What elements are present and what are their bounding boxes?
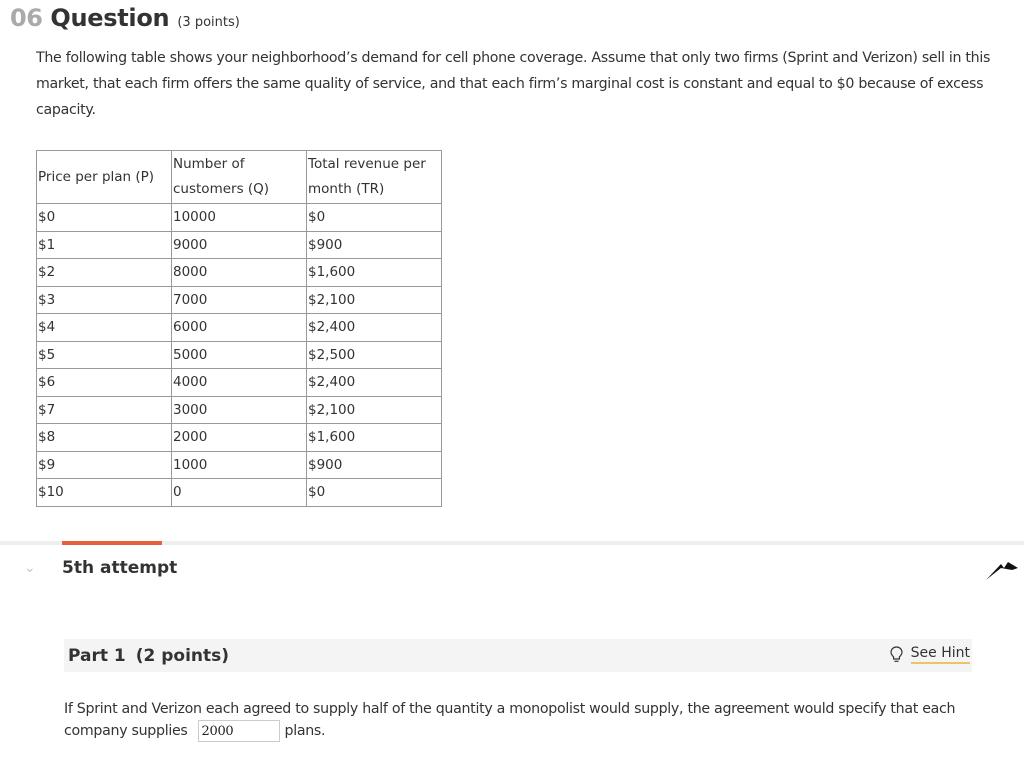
table-header-row — [37, 151, 442, 204]
cell-quantity: 6000 — [172, 314, 307, 342]
cell-revenue: $2,100 — [307, 396, 442, 424]
attempt-label[interactable]: 5th attempt — [62, 558, 178, 578]
answer-input[interactable]: 2000 — [198, 720, 280, 742]
table-row — [37, 479, 442, 507]
part-label: Part 1 — [68, 646, 126, 666]
cell-revenue: $1,600 — [307, 424, 442, 452]
see-hint-link[interactable] — [890, 645, 970, 664]
cell-revenue: $2,500 — [307, 341, 442, 369]
header-quantity: Number of customers (Q) — [172, 151, 307, 204]
collapse-arrow-icon[interactable] — [984, 558, 1020, 584]
header-revenue: Total revenue per month (TR) — [307, 151, 442, 204]
question-points: (3 points) — [177, 15, 240, 30]
question-prompt: The following table shows your neighborhood’s demand for cell phone coverage. Assume that only two firms (Sprint and Verizon) sell in this market, that each firm offers the same quality of service, and that each firm’s marginal cost is constant and equal to $0 because of excess capacity. — [36, 50, 991, 118]
cell-revenue: $900 — [307, 451, 442, 479]
answer-text-before: If Sprint and Verizon each agreed to supply half of the quantity a monopolist would supply, the agreement would specify that each company supplies — [64, 701, 956, 739]
cell-quantity: 3000 — [172, 396, 307, 424]
cell-price: $10 — [37, 479, 172, 507]
question-number: 06 — [10, 4, 43, 32]
answer-text-after: plans. — [284, 723, 326, 739]
cell-quantity: 0 — [172, 479, 307, 507]
question-header — [10, 4, 240, 32]
table-row — [37, 286, 442, 314]
cell-revenue: $2,100 — [307, 286, 442, 314]
part-points: (2 points) — [135, 646, 230, 666]
cell-price: $1 — [37, 231, 172, 259]
lightbulb-icon — [890, 646, 903, 663]
active-attempt-indicator — [62, 541, 162, 545]
cell-quantity: 2000 — [172, 424, 307, 452]
cell-price: $4 — [37, 314, 172, 342]
cell-quantity: 1000 — [172, 451, 307, 479]
cell-revenue: $2,400 — [307, 314, 442, 342]
cell-quantity: 9000 — [172, 231, 307, 259]
cell-price: $6 — [37, 369, 172, 397]
table-row — [37, 369, 442, 397]
table-body — [37, 204, 442, 507]
part-header — [64, 639, 972, 672]
cell-revenue: $0 — [307, 479, 442, 507]
demand-table — [36, 150, 442, 507]
cell-revenue: $900 — [307, 231, 442, 259]
table-row — [37, 424, 442, 452]
cell-quantity: 10000 — [172, 204, 307, 232]
cell-price: $2 — [37, 259, 172, 287]
question-title: Question — [50, 4, 170, 32]
table-row — [37, 231, 442, 259]
table-row — [37, 314, 442, 342]
answer-sentence — [64, 698, 964, 742]
part-title — [68, 646, 229, 666]
cell-price: $5 — [37, 341, 172, 369]
table-row — [37, 204, 442, 232]
cell-price: $3 — [37, 286, 172, 314]
cell-revenue: $0 — [307, 204, 442, 232]
table-row — [37, 451, 442, 479]
cell-price: $8 — [37, 424, 172, 452]
cell-quantity: 4000 — [172, 369, 307, 397]
cell-revenue: $1,600 — [307, 259, 442, 287]
table-row — [37, 396, 442, 424]
cell-price: $0 — [37, 204, 172, 232]
cell-revenue: $2,400 — [307, 369, 442, 397]
header-price: Price per plan (P) — [37, 151, 172, 204]
cell-price: $7 — [37, 396, 172, 424]
cell-quantity: 7000 — [172, 286, 307, 314]
table-row — [37, 341, 442, 369]
chevron-down-icon[interactable]: ⌄ — [24, 560, 36, 576]
table-row — [37, 259, 442, 287]
cell-price: $9 — [37, 451, 172, 479]
cell-quantity: 5000 — [172, 341, 307, 369]
cell-quantity: 8000 — [172, 259, 307, 287]
see-hint-label[interactable]: See Hint — [911, 645, 970, 664]
